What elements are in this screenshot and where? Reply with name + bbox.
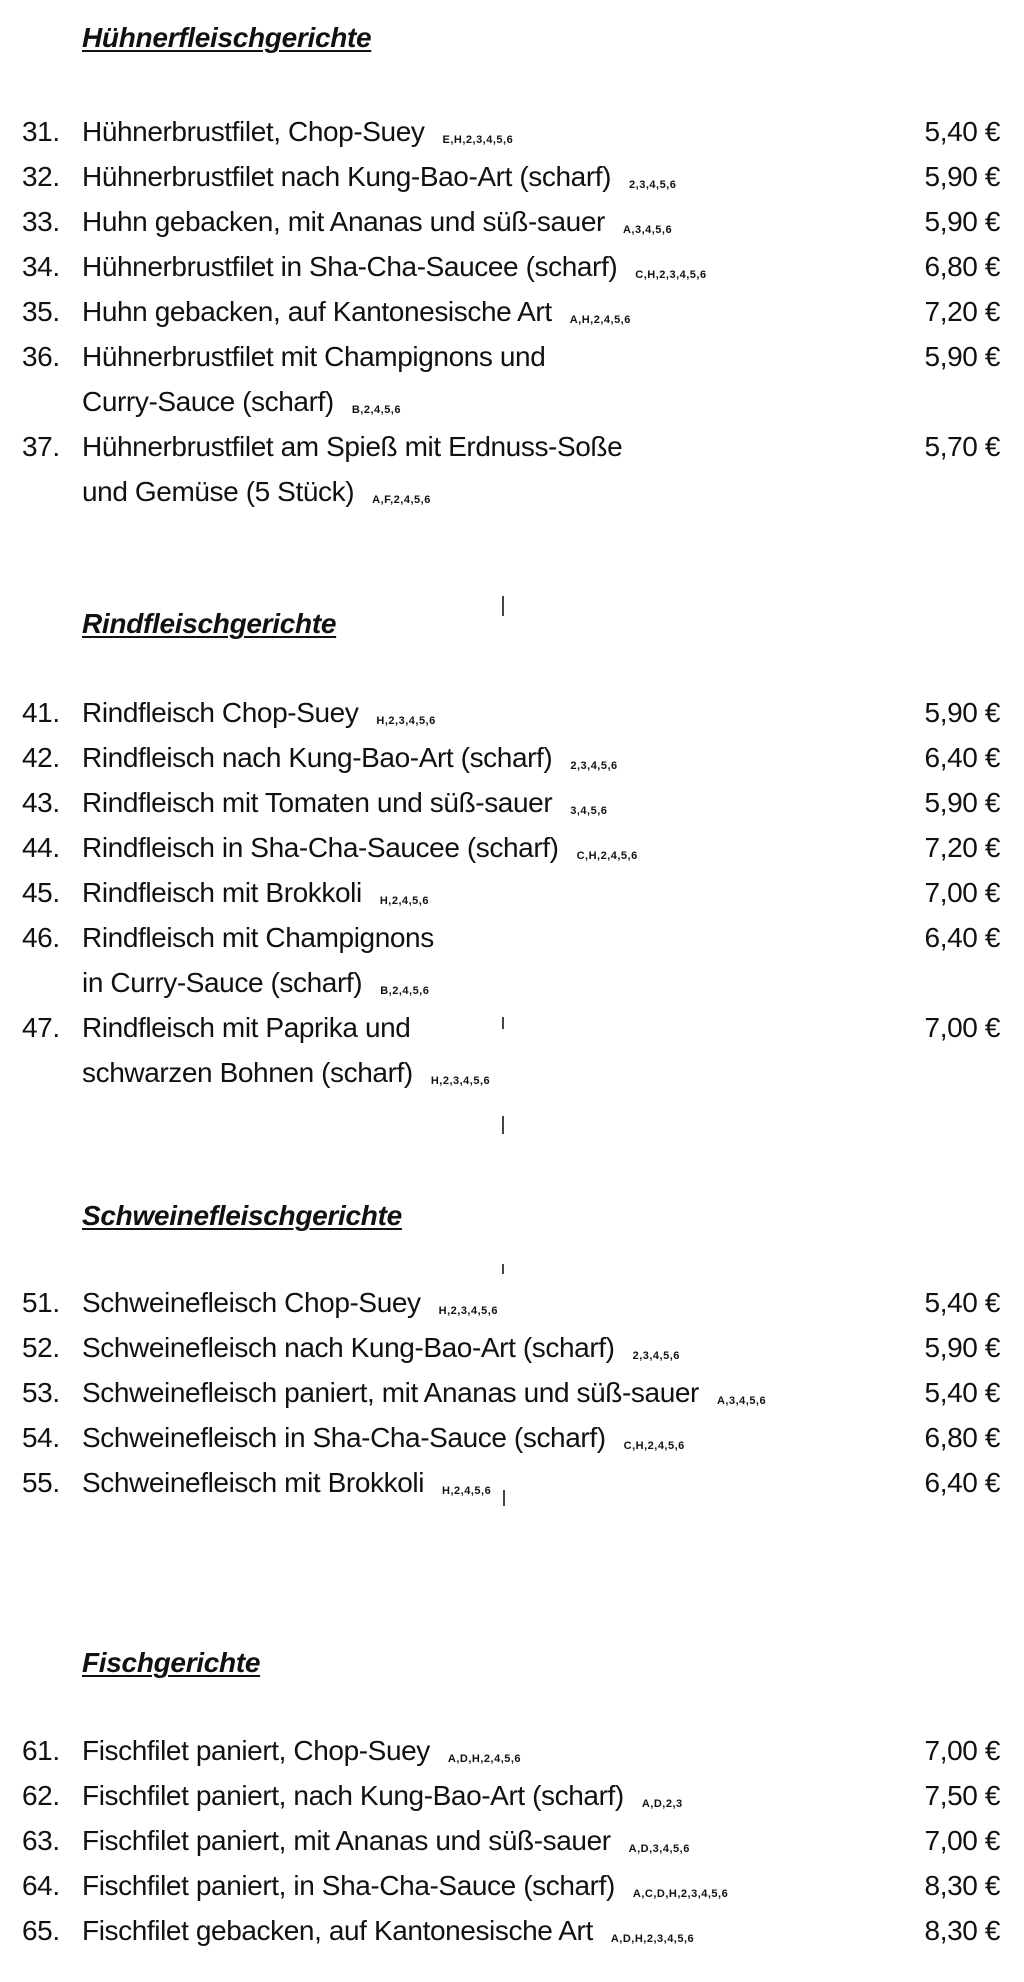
allergen-codes: H,2,3,4,5,6: [430, 1075, 491, 1087]
allergen-codes: A,3,4,5,6: [622, 224, 673, 236]
menu-item: [0, 244, 1024, 289]
item-price: 5,90 €: [924, 206, 1000, 237]
allergen-codes: H,2,4,5,6: [442, 1485, 492, 1497]
dish-name: Fischfilet paniert, in Sha-Cha-Sauce (scharf): [82, 1870, 615, 1901]
allergen-codes: A,D,2,3: [641, 1798, 683, 1810]
dish-name: Schweinefleisch nach Kung-Bao-Art (scharf): [82, 1332, 615, 1363]
menu-item: [0, 1005, 1024, 1095]
allergen-codes: B,2,4,5,6: [351, 404, 401, 416]
menu-item: [0, 690, 1024, 735]
dish-line: [82, 1415, 872, 1460]
dish-line: [82, 960, 872, 1005]
dish-name: Fischfilet paniert, nach Kung-Bao-Art (scharf): [82, 1780, 624, 1811]
menu-item: [0, 870, 1024, 915]
section-title: Rindfleischgerichte: [82, 608, 337, 639]
dish-name: Hühnerbrustfilet am Spieß mit Erdnuss-Soße: [82, 431, 623, 462]
dish-name: Schweinefleisch mit Brokkoli: [82, 1467, 425, 1498]
item-number: 47.: [22, 1012, 60, 1043]
item-number: 32.: [22, 161, 60, 192]
menu-item: [0, 199, 1024, 244]
dish-description: [82, 915, 872, 1005]
allergen-codes: 2,3,4,5,6: [632, 1350, 680, 1362]
dish-name: Fischfilet paniert, Chop-Suey: [82, 1735, 430, 1766]
dish-line: [82, 1370, 872, 1415]
item-number: 33.: [22, 206, 60, 237]
dish-line: [82, 870, 872, 915]
dish-line: [82, 915, 872, 960]
dish-description: [82, 1460, 872, 1505]
dish-name: Schweinefleisch Chop-Suey: [82, 1287, 421, 1318]
allergen-codes: C,H,2,4,5,6: [576, 850, 638, 862]
dish-description: [82, 424, 872, 514]
item-price: 6,40 €: [924, 742, 1000, 773]
dish-description: [82, 1908, 872, 1953]
item-price: 7,00 €: [924, 1735, 1000, 1766]
dish-description: [82, 199, 872, 244]
allergen-codes: C,H,2,3,4,5,6: [635, 269, 707, 281]
dish-line: [82, 1050, 872, 1095]
dish-description: [82, 289, 872, 334]
dish-line: [82, 1818, 872, 1863]
menu-item: [0, 1728, 1024, 1773]
item-number: 51.: [22, 1287, 60, 1318]
section-title: Hühnerfleischgerichte: [82, 22, 372, 53]
item-number: 46.: [22, 922, 60, 953]
item-number: 55.: [22, 1467, 60, 1498]
scan-mark: [502, 1264, 504, 1274]
item-price: 6,80 €: [924, 1422, 1000, 1453]
dish-description: [82, 1280, 872, 1325]
allergen-codes: A,H,2,4,5,6: [569, 314, 631, 326]
dish-line: [82, 1908, 872, 1953]
dish-line: [82, 109, 872, 154]
item-number: 62.: [22, 1780, 60, 1811]
item-number: 64.: [22, 1870, 60, 1901]
item-price: 8,30 €: [924, 1915, 1000, 1946]
scan-mark: [502, 1116, 504, 1134]
menu-item: [0, 1325, 1024, 1370]
dish-description: [82, 109, 872, 154]
dish-description: [82, 334, 872, 424]
allergen-codes: B,2,4,5,6: [380, 985, 430, 997]
menu-list: [0, 1280, 1024, 1505]
dish-description: [82, 1005, 872, 1095]
dish-description: [82, 1370, 872, 1415]
dish-name: Hühnerbrustfilet, Chop-Suey: [82, 116, 425, 147]
dish-name: Rindfleisch mit Paprika und: [82, 1012, 411, 1043]
allergen-codes: 2,3,4,5,6: [570, 760, 618, 772]
dish-name: Hühnerbrustfilet in Sha-Cha-Saucee (scharf): [82, 251, 618, 282]
scan-mark: [502, 596, 504, 616]
allergen-codes: A,C,D,H,2,3,4,5,6: [632, 1888, 729, 1900]
dish-name: Rindfleisch mit Champignons: [82, 922, 434, 953]
menu-item: [0, 154, 1024, 199]
allergen-codes: 2,3,4,5,6: [629, 179, 677, 191]
dish-description: [82, 735, 872, 780]
item-price: 5,40 €: [924, 1377, 1000, 1408]
allergen-codes: H,2,4,5,6: [379, 895, 429, 907]
item-number: 37.: [22, 431, 60, 462]
dish-name: Rindfleisch mit Brokkoli: [82, 877, 362, 908]
menu-item: [0, 1280, 1024, 1325]
dish-description: [82, 154, 872, 199]
dish-line: [82, 1773, 872, 1818]
menu-item: [0, 109, 1024, 154]
menu-item: [0, 334, 1024, 424]
menu-list: [0, 109, 1024, 514]
item-price: 7,00 €: [924, 877, 1000, 908]
allergen-codes: H,2,3,4,5,6: [376, 715, 436, 727]
allergen-codes: A,D,H,2,4,5,6: [447, 1753, 522, 1765]
item-number: 54.: [22, 1422, 60, 1453]
allergen-codes: A,F,2,4,5,6: [372, 494, 431, 506]
dish-name: Hühnerbrustfilet mit Champignons und: [82, 341, 546, 372]
item-price: 7,00 €: [924, 1012, 1000, 1043]
dish-name: Fischfilet gebacken, auf Kantonesische Art: [82, 1915, 593, 1946]
item-price: 7,20 €: [924, 296, 1000, 327]
dish-line: [82, 244, 872, 289]
item-price: 6,40 €: [924, 922, 1000, 953]
item-number: 61.: [22, 1735, 60, 1766]
dish-name: Rindfleisch in Sha-Cha-Saucee (scharf): [82, 832, 559, 863]
item-price: 5,40 €: [924, 116, 1000, 147]
section-title: Fischgerichte: [82, 1647, 261, 1678]
menu-item: [0, 735, 1024, 780]
dish-line: [82, 1005, 872, 1050]
dish-line: [82, 825, 872, 870]
dish-line: [82, 199, 872, 244]
dish-line: [82, 154, 872, 199]
menu-item: [0, 1460, 1024, 1505]
menu-item: [0, 1908, 1024, 1953]
dish-name: Curry-Sauce (scharf): [82, 386, 334, 417]
dish-description: [82, 1728, 872, 1773]
dish-line: [82, 1325, 872, 1370]
item-number: 65.: [22, 1915, 60, 1946]
dish-description: [82, 1773, 872, 1818]
dish-line: [82, 1728, 872, 1773]
dish-description: [82, 1818, 872, 1863]
dish-name: Huhn gebacken, mit Ananas und süß-sauer: [82, 206, 605, 237]
dish-name: Huhn gebacken, auf Kantonesische Art: [82, 296, 552, 327]
dish-line: [82, 424, 872, 469]
dish-description: [82, 690, 872, 735]
menu-item: [0, 289, 1024, 334]
item-price: 5,90 €: [924, 787, 1000, 818]
dish-line: [82, 469, 872, 514]
allergen-codes: 3,4,5,6: [570, 805, 608, 817]
dish-name: Hühnerbrustfilet nach Kung-Bao-Art (scharf): [82, 161, 612, 192]
scan-mark: [503, 1490, 505, 1506]
item-number: 44.: [22, 832, 60, 863]
menu-list: [0, 1728, 1024, 1953]
item-price: 5,90 €: [924, 1332, 1000, 1363]
item-number: 43.: [22, 787, 60, 818]
dish-name: Schweinefleisch paniert, mit Ananas und süß-sauer: [82, 1377, 699, 1408]
menu-item: [0, 1773, 1024, 1818]
allergen-codes: A,D,H,2,3,4,5,6: [610, 1933, 695, 1945]
item-number: 41.: [22, 697, 60, 728]
dish-line: [82, 735, 872, 780]
dish-name: Schweinefleisch in Sha-Cha-Sauce (scharf): [82, 1422, 606, 1453]
item-price: 5,70 €: [924, 431, 1000, 462]
dish-description: [82, 780, 872, 825]
item-number: 52.: [22, 1332, 60, 1363]
dish-line: [82, 379, 872, 424]
item-price: 5,90 €: [924, 341, 1000, 372]
dish-name: in Curry-Sauce (scharf): [82, 967, 363, 998]
dish-description: [82, 1415, 872, 1460]
dish-line: [82, 690, 872, 735]
menu-item: [0, 1415, 1024, 1460]
dish-line: [82, 1460, 872, 1505]
item-number: 42.: [22, 742, 60, 773]
item-price: 7,50 €: [924, 1780, 1000, 1811]
item-price: 5,90 €: [924, 161, 1000, 192]
allergen-codes: A,3,4,5,6: [716, 1395, 767, 1407]
item-number: 36.: [22, 341, 60, 372]
item-price: 6,80 €: [924, 251, 1000, 282]
dish-description: [82, 825, 872, 870]
dish-name: Rindfleisch Chop-Suey: [82, 697, 359, 728]
dish-line: [82, 1280, 872, 1325]
item-number: 35.: [22, 296, 60, 327]
dish-name: schwarzen Bohnen (scharf): [82, 1057, 413, 1088]
item-price: 7,20 €: [924, 832, 1000, 863]
section-title: Schweinefleischgerichte: [82, 1200, 402, 1231]
dish-name: Rindfleisch nach Kung-Bao-Art (scharf): [82, 742, 553, 773]
dish-line: [82, 289, 872, 334]
item-number: 63.: [22, 1825, 60, 1856]
menu-item: [0, 915, 1024, 1005]
allergen-codes: H,2,3,4,5,6: [438, 1305, 498, 1317]
dish-line: [82, 1863, 872, 1908]
menu-item: [0, 424, 1024, 514]
dish-description: [82, 244, 872, 289]
menu-list: [0, 690, 1024, 1095]
dish-description: [82, 1325, 872, 1370]
dish-name: und Gemüse (5 Stück): [82, 476, 355, 507]
dish-line: [82, 334, 872, 379]
item-price: 5,90 €: [924, 697, 1000, 728]
dish-line: [82, 780, 872, 825]
menu-item: [0, 1818, 1024, 1863]
dish-name: Rindfleisch mit Tomaten und süß-sauer: [82, 787, 553, 818]
item-price: 8,30 €: [924, 1870, 1000, 1901]
item-number: 45.: [22, 877, 60, 908]
dish-description: [82, 870, 872, 915]
item-price: 6,40 €: [924, 1467, 1000, 1498]
dish-description: [82, 1863, 872, 1908]
item-number: 34.: [22, 251, 60, 282]
allergen-codes: E,H,2,3,4,5,6: [442, 134, 514, 146]
scan-mark: [502, 1017, 504, 1029]
item-price: 7,00 €: [924, 1825, 1000, 1856]
menu-item: [0, 780, 1024, 825]
dish-name: Fischfilet paniert, mit Ananas und süß-sauer: [82, 1825, 611, 1856]
item-number: 31.: [22, 116, 60, 147]
allergen-codes: C,H,2,4,5,6: [623, 1440, 685, 1452]
menu-item: [0, 825, 1024, 870]
item-price: 5,40 €: [924, 1287, 1000, 1318]
item-number: 53.: [22, 1377, 60, 1408]
menu-item: [0, 1863, 1024, 1908]
allergen-codes: A,D,3,4,5,6: [628, 1843, 690, 1855]
menu-item: [0, 1370, 1024, 1415]
